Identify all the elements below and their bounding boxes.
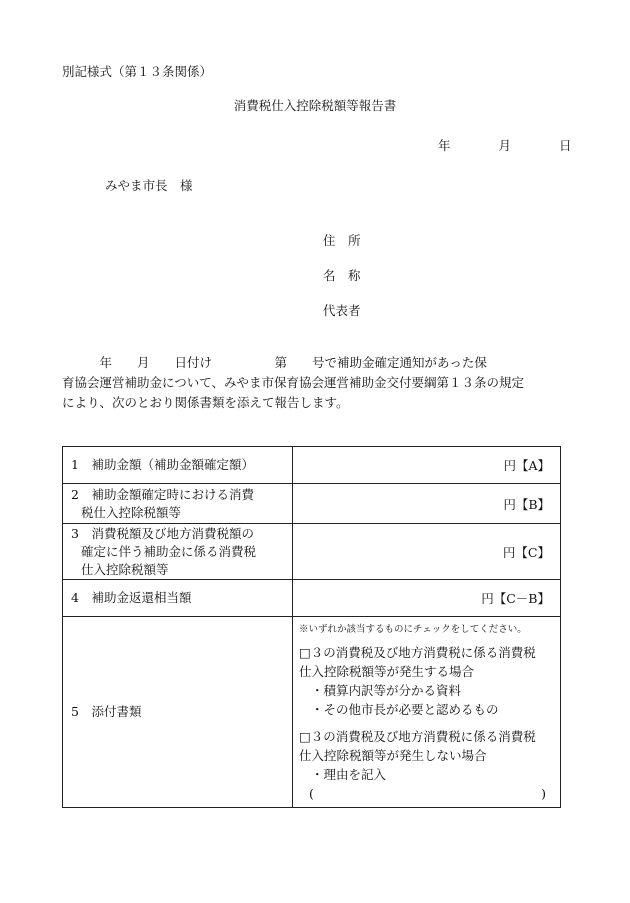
table-row	[63, 447, 561, 484]
attachments-note: ※いずれか該当するものにチェックをしてください。	[299, 624, 527, 635]
reason-field[interactable]	[299, 784, 552, 803]
report-table	[62, 446, 561, 808]
month-label: 月	[498, 138, 512, 153]
option1-item-2: ・その他市長が必要と認めるもの	[311, 702, 499, 717]
row4-label: 4 補助金返還相当額	[63, 580, 293, 617]
body-line-1: 年 月 日付け 第 号で補助金確定通知があった保	[62, 355, 487, 370]
option1-label-cont: 仕入控除税額等が発生する場合	[299, 664, 475, 679]
option2-checkbox-label[interactable]: □３の消費税及び地方消費税に係る消費税	[299, 729, 536, 744]
attachments-cell	[293, 617, 561, 808]
row2-value[interactable]: 円【B】	[293, 484, 561, 524]
row5-label: 5 添付書類	[63, 617, 293, 808]
row3-label: 3 消費税額及び地方消費税額の 確定に伴う補助金に係る消費税 仕入控除税額等	[63, 524, 293, 580]
table-row	[63, 524, 561, 580]
body-line-3: により、次のとおり関係書類を添えて報告します。	[62, 395, 349, 410]
row1-value[interactable]: 円【A】	[293, 447, 561, 484]
option2-label-cont: 仕入控除税額等が発生しない場合	[299, 748, 487, 763]
table-row	[63, 617, 561, 808]
addressee: みやま市長 様	[105, 178, 193, 193]
table-row	[63, 484, 561, 524]
row4-value[interactable]: 円【C－B】	[293, 580, 561, 617]
document-title: 消費税仕入控除税額等報告書	[233, 98, 397, 113]
sender-address-label: 住 所	[323, 233, 361, 248]
day-label: 日	[559, 138, 572, 153]
reason-paren-close: )	[541, 786, 546, 801]
option2-item-1: ・理由を記入	[311, 767, 387, 782]
year-label: 年	[438, 138, 451, 153]
row2-label: 2 補助金額確定時における消費 税仕入控除税額等	[63, 484, 293, 524]
sender-representative-label: 代表者	[323, 303, 361, 318]
row1-label: 1 補助金額（補助金額確定額）	[63, 447, 293, 484]
body-line-2: 育協会運営補助金について、みやま市保育協会運営補助金交付要綱第１３条の規定	[62, 375, 525, 390]
reason-paren-open: (	[309, 786, 314, 801]
body-paragraph	[62, 353, 562, 413]
form-label: 別記様式（第１３条関係）	[62, 64, 213, 79]
option1-checkbox-label[interactable]: □３の消費税及び地方消費税に係る消費税	[299, 645, 536, 660]
sender-name-label: 名 称	[323, 268, 361, 283]
row3-value[interactable]: 円【C】	[293, 524, 561, 580]
date-row	[438, 136, 572, 154]
option1-item-1: ・積算内訳等が分かる資料	[311, 683, 462, 698]
table-row	[63, 580, 561, 617]
